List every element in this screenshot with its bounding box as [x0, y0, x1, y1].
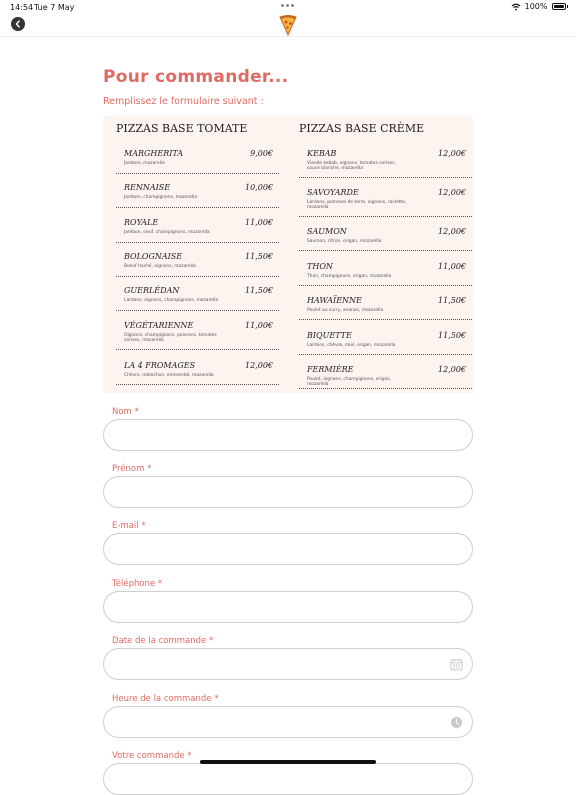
menu-item-price: 10,00€	[245, 183, 273, 192]
back-button[interactable]	[11, 17, 25, 31]
menu-item-description: Thon, champignons, origan, mozarella	[307, 274, 392, 279]
clock-icon[interactable]	[450, 716, 463, 729]
menu-item-name: BIQUETTE	[307, 331, 352, 340]
pizza-slice-icon	[278, 14, 298, 36]
menu-item-name: ROYALE	[124, 218, 159, 227]
menu-item	[116, 321, 279, 350]
menu-item	[299, 365, 472, 389]
menu-item-price: 12,00€	[438, 227, 466, 236]
menu-item-description: Lardons, pommes de terre, oignons, raclette, mozarella	[307, 200, 407, 211]
menu-column-title: PIZZAS BASE TOMATE	[116, 122, 248, 135]
menu-item-name: MARGHERITA	[124, 149, 184, 158]
menu-item-price: 11,00€	[438, 262, 466, 271]
menu-item	[299, 262, 472, 286]
page-subtitle: Remplissez le formulaire suivant :	[103, 96, 264, 107]
name-label: Nom *	[112, 407, 139, 417]
menu-item	[299, 331, 472, 355]
menu-item-price: 12,00€	[245, 361, 273, 370]
wifi-icon	[511, 3, 521, 11]
order-date-label: Date de la commande *	[112, 636, 214, 646]
menu-item-description: Oignons, champignons, poivrons, tomates cerises, mozarella	[124, 333, 217, 344]
multitasking-dots-icon[interactable]	[281, 4, 294, 7]
email-label: E-mail *	[112, 521, 146, 531]
menu-item-description: Boeuf haché, oignons, mozarella	[124, 264, 196, 269]
menu-item-name: RENNAISE	[124, 183, 171, 192]
calendar-icon[interactable]	[450, 658, 463, 671]
menu-item-price: 12,00€	[438, 149, 466, 158]
menu-item-name: SAVOYARDE	[307, 188, 359, 197]
first-name-label: Prénom *	[112, 464, 152, 474]
order-time-field[interactable]	[103, 706, 473, 738]
status-date: Tue 7 May	[34, 3, 75, 12]
menu-item-description: Lardons, oignons, champignons, mozarella	[124, 298, 219, 303]
menu-item-description: Viande kebab, oignons, tomates cerises, sauce blanche, mozarella	[307, 161, 396, 172]
menu-item-price: 11,50€	[245, 286, 273, 295]
first-name-field[interactable]	[103, 476, 473, 508]
navigation-bar	[0, 14, 576, 37]
menu-item-price: 11,50€	[438, 331, 466, 340]
name-field[interactable]	[103, 419, 473, 451]
phone-label: Téléphone *	[112, 579, 163, 589]
phone-field[interactable]	[103, 591, 473, 623]
menu-item	[116, 286, 279, 311]
menu-item-price: 12,00€	[438, 188, 466, 197]
menu-item	[299, 188, 472, 217]
menu-item-description: Jambon, mozarella	[124, 161, 165, 166]
status-time: 14:54	[10, 3, 34, 12]
menu-item-price: 11,50€	[245, 252, 273, 261]
menu-column-title: PIZZAS BASE CRÈME	[299, 122, 425, 135]
menu-item-description: Chèvre, reblochon, emmental, mozarella	[124, 373, 214, 378]
order-label: Votre commande *	[112, 751, 192, 761]
page-title: Pour commander...	[103, 67, 289, 87]
chevron-left-icon	[14, 20, 22, 28]
email-field[interactable]	[103, 533, 473, 565]
menu-item	[116, 252, 279, 277]
home-indicator[interactable]	[200, 760, 376, 764]
menu-item-price: 11,00€	[245, 218, 273, 227]
menu-item-name: GUERLÉDAN	[124, 286, 180, 295]
menu-item	[116, 149, 279, 174]
menu-item-name: THON	[307, 262, 333, 271]
status-bar	[0, 0, 576, 14]
menu-item-description: Jambon, champignons, mozarella	[124, 195, 198, 200]
order-date-field[interactable]	[103, 648, 473, 680]
menu-item-name: VÉGÉTARIENNE	[124, 321, 194, 330]
pizza-menu	[103, 116, 473, 393]
status-indicators	[511, 2, 568, 11]
menu-item-name: BOLOGNAISE	[124, 252, 183, 261]
menu-item	[116, 218, 279, 243]
menu-item	[299, 227, 472, 251]
menu-item-price: 12,00€	[438, 365, 466, 374]
menu-item	[299, 296, 472, 320]
menu-item	[116, 183, 279, 208]
battery-icon	[552, 3, 566, 10]
menu-item-price: 9,00€	[250, 149, 273, 158]
menu-item-description: Saumon, citron, origan, mozarella	[307, 239, 382, 244]
menu-item-description: Poulet au curry, ananas, mozarella	[307, 308, 384, 313]
menu-item-description: Poulet, oignons, champignons, origan, mozarella	[307, 377, 392, 388]
menu-item-description: Lardons, chèvre, miel, origan, mozarella	[307, 343, 396, 348]
menu-item-price: 11,50€	[438, 296, 466, 305]
order-time-label: Heure de la commande *	[112, 694, 219, 704]
menu-item	[116, 361, 279, 385]
battery-percentage: 100%	[524, 2, 548, 11]
menu-item-name: FERMIÈRE	[307, 365, 354, 374]
menu-item-name: SAUMON	[307, 227, 347, 236]
menu-item-description: Jambon, oeuf, champignons, mozarella	[124, 230, 210, 235]
menu-item-name: HAWAÏENNE	[307, 296, 362, 305]
menu-item-price: 11,00€	[245, 321, 273, 330]
menu-item	[299, 149, 472, 178]
menu-item-name: KEBAB	[307, 149, 337, 158]
menu-item-name: LA 4 FROMAGES	[124, 361, 196, 370]
